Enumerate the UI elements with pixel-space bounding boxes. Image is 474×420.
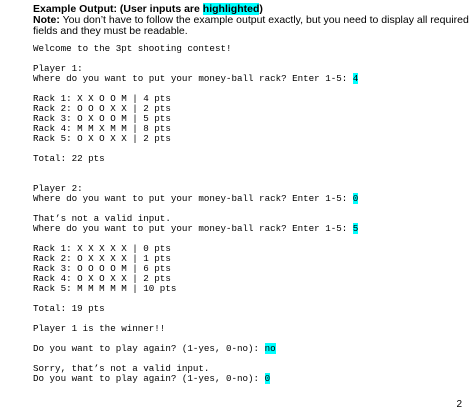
console-line xyxy=(33,164,358,174)
console-line-text: Player 2: xyxy=(33,183,83,194)
console-line xyxy=(33,374,358,384)
console-line-text: Rack 5: M M M M M | 10 pts xyxy=(33,283,177,294)
heading-suffix: ) xyxy=(259,3,263,15)
note-text: You don’t have to follow the example output exactly, but you need to display all required fields and they must be readable. xyxy=(33,14,469,37)
console-line xyxy=(33,74,358,84)
console-line-text: That’s not a valid input. xyxy=(33,213,171,224)
console-line xyxy=(33,44,358,54)
user-input-value: 4 xyxy=(352,73,359,84)
console-line-text: Sorry, that’s not a valid input. xyxy=(33,363,210,374)
console-line-text: Rack 3: O O O O M | 6 pts xyxy=(33,263,171,274)
console-line-text: Rack 2: O O O X X | 2 pts xyxy=(33,103,171,114)
console-line xyxy=(33,224,358,234)
console-line-text: Rack 1: X X X X X | 0 pts xyxy=(33,243,171,254)
console-line-text: Where do you want to put your money-ball rack? Enter 1-5: xyxy=(33,193,353,204)
console-line xyxy=(33,134,358,144)
page-number: 2 xyxy=(456,399,462,410)
console-line-text: Rack 4: O X O X X | 2 pts xyxy=(33,273,171,284)
user-input-value: 0 xyxy=(264,373,271,384)
console-line-text: Rack 2: O X X X X | 1 pts xyxy=(33,253,171,264)
console-line xyxy=(33,344,358,354)
console-line-text: Rack 3: O X O O M | 5 pts xyxy=(33,113,171,124)
user-input-value: no xyxy=(264,343,276,354)
console-line-text: Do you want to play again? (1-yes, 0-no): xyxy=(33,343,265,354)
console-line-text: Total: 22 pts xyxy=(33,153,105,164)
console-line-text: Do you want to play again? (1-yes, 0-no): xyxy=(33,373,265,384)
console-line-text: Rack 4: M M X M M | 8 pts xyxy=(33,123,171,134)
console-line-text: Player 1: xyxy=(33,63,83,74)
user-input-value: 5 xyxy=(352,223,359,234)
console-line xyxy=(33,304,358,314)
console-line-text: Where do you want to put your money-ball rack? Enter 1-5: xyxy=(33,73,353,84)
heading-prefix: Example Output: (User inputs are xyxy=(33,3,203,15)
note-paragraph xyxy=(33,15,469,37)
user-input-value: 0 xyxy=(352,193,359,204)
console-line-text: Rack 5: O X O X X | 2 pts xyxy=(33,133,171,144)
console-line-text: Player 1 is the winner!! xyxy=(33,323,166,334)
console-line xyxy=(33,324,358,334)
console-line-text: Total: 19 pts xyxy=(33,303,105,314)
note-label: Note: xyxy=(33,14,60,26)
heading-highlighted-word: highlighted xyxy=(202,3,260,15)
console-output xyxy=(33,44,358,384)
console-line xyxy=(33,284,358,294)
console-line-text: Welcome to the 3pt shooting contest! xyxy=(33,43,232,54)
console-line-text: Rack 1: X X O O M | 4 pts xyxy=(33,93,171,104)
console-line xyxy=(33,194,358,204)
console-line xyxy=(33,154,358,164)
console-line-text: Where do you want to put your money-ball rack? Enter 1-5: xyxy=(33,223,353,234)
